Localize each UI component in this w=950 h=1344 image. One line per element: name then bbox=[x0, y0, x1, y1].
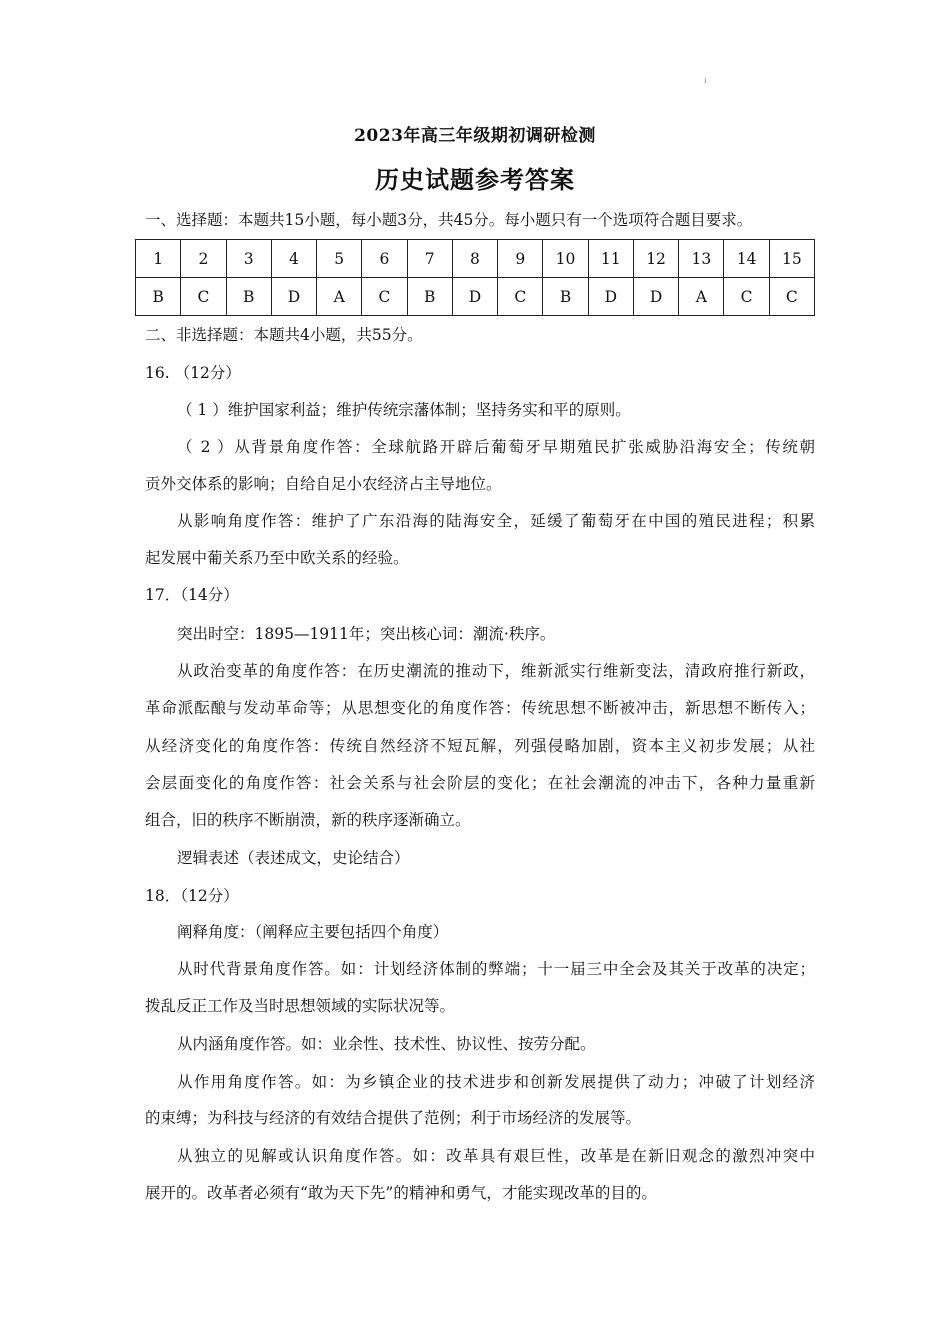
q16-paragraph: （ 1 ）维护国家利益；维护传统宗藩体制；坚持务实和平的原则。 bbox=[177, 401, 631, 419]
answer-table bbox=[135, 239, 815, 316]
table-cell: 4 bbox=[271, 240, 316, 278]
table-cell: 3 bbox=[226, 240, 271, 278]
q18-label: 18．（12分） bbox=[145, 887, 239, 905]
table-cell: 7 bbox=[407, 240, 452, 278]
q18-paragraph: 从独立的见解或认识角度作答。如：改革具有艰巨性，改革是在新旧观念的激烈冲突中 bbox=[177, 1147, 815, 1165]
table-cell: A bbox=[317, 278, 362, 316]
q17-label: 17．（14分） bbox=[145, 586, 239, 604]
q18-paragraph: 从作用角度作答。如：为乡镇企业的技术进步和创新发展提供了动力；冲破了计划经济 bbox=[177, 1073, 815, 1091]
table-cell: 6 bbox=[362, 240, 407, 278]
table-cell: 8 bbox=[452, 240, 497, 278]
q18-paragraph: 阐释角度：（阐释应主要包括四个角度） bbox=[177, 923, 449, 941]
table-cell: 14 bbox=[724, 240, 769, 278]
table-cell: 12 bbox=[633, 240, 678, 278]
section2-heading: 二、非选择题：本题共4小题，共55分。 bbox=[145, 326, 423, 344]
table-cell: 5 bbox=[317, 240, 362, 278]
q17-paragraph: 突出时空：1895—1911年；突出核心词：潮流·秩序。 bbox=[177, 625, 556, 643]
q18-paragraph: 从内涵角度作答。如：业余性、技术性、协议性、按劳分配。 bbox=[177, 1035, 596, 1053]
q18-paragraph: 展开的。改革者必须有“敢为天下先”的精神和勇气，才能实现改革的目的。 bbox=[145, 1184, 657, 1202]
document-subtitle: 历史试题参考答案 bbox=[375, 165, 575, 194]
table-cell: D bbox=[588, 278, 633, 316]
answer-row bbox=[136, 278, 815, 316]
table-cell: 2 bbox=[181, 240, 226, 278]
q16-paragraph: 从影响角度作答：维护了广东沿海的陆海安全，延缓了葡萄牙在中国的殖民进程；积累 bbox=[177, 512, 815, 530]
q18-paragraph: 拨乱反正工作及当时思想领域的实际状况等。 bbox=[145, 997, 456, 1015]
table-cell: C bbox=[724, 278, 769, 316]
table-cell: 9 bbox=[498, 240, 543, 278]
table-cell: A bbox=[679, 278, 724, 316]
table-cell: 11 bbox=[588, 240, 633, 278]
table-cell: C bbox=[769, 278, 814, 316]
q18-paragraph: 的束缚；为科技与经济的有效结合提供了范例；利于市场经济的发展等。 bbox=[145, 1109, 642, 1127]
table-cell: B bbox=[543, 278, 588, 316]
q17-paragraph: 会层面变化的角度作答：社会关系与社会阶层的变化；在社会潮流的冲击下，各种力量重新 bbox=[145, 774, 815, 792]
q16-paragraph: 起发展中葡关系乃至中欧关系的经验。 bbox=[145, 549, 409, 567]
table-cell: D bbox=[271, 278, 316, 316]
table-cell: D bbox=[633, 278, 678, 316]
q18-paragraph: 从时代背景角度作答。如：计划经济体制的弊端；十一届三中全会及其关于改革的决定； bbox=[177, 960, 815, 978]
table-cell: 15 bbox=[769, 240, 814, 278]
q17-paragraph: 从经济变化的角度作答：传统自然经济不短瓦解，列强侵略加剧，资本主义初步发展；从社 bbox=[145, 737, 815, 755]
table-cell: C bbox=[181, 278, 226, 316]
table-cell: 1 bbox=[136, 240, 181, 278]
table-cell: 10 bbox=[543, 240, 588, 278]
table-cell: B bbox=[407, 278, 452, 316]
section1-heading: 一、选择题：本题共15小题，每小题3分，共45分。每小题只有一个选项符合题目要求。 bbox=[145, 211, 753, 229]
q16-label: 16. （12分） bbox=[145, 364, 241, 382]
table-cell: C bbox=[498, 278, 543, 316]
q17-paragraph: 革命派酝酿与发动革命等；从思想变化的角度作答：传统思想不断被冲击，新思想不断传入； bbox=[145, 699, 815, 717]
q17-paragraph: 从政治变革的角度作答：在历史潮流的推动下，维新派实行维新变法，清政府推行新政， bbox=[177, 662, 815, 680]
page-mark: ı bbox=[704, 76, 707, 85]
q16-paragraph: 贡外交体系的影响；自给自足小农经济占主导地位。 bbox=[145, 475, 502, 493]
table-cell: C bbox=[362, 278, 407, 316]
table-cell: D bbox=[452, 278, 497, 316]
q17-paragraph: 逻辑表述（表述成文，史论结合） bbox=[177, 849, 410, 867]
question-number-row bbox=[136, 240, 815, 278]
table-cell: B bbox=[226, 278, 271, 316]
table-cell: 13 bbox=[679, 240, 724, 278]
table-cell: B bbox=[136, 278, 181, 316]
q17-paragraph: 组合，旧的秩序不断崩溃，新的秩序逐渐确立。 bbox=[145, 811, 471, 829]
document-title: 2023年高三年级期初调研检测 bbox=[354, 126, 596, 146]
q16-paragraph: （ 2 ）从背景角度作答：全球航路开辟后葡萄牙早期殖民扩张威胁沿海安全；传统朝 bbox=[177, 438, 815, 456]
